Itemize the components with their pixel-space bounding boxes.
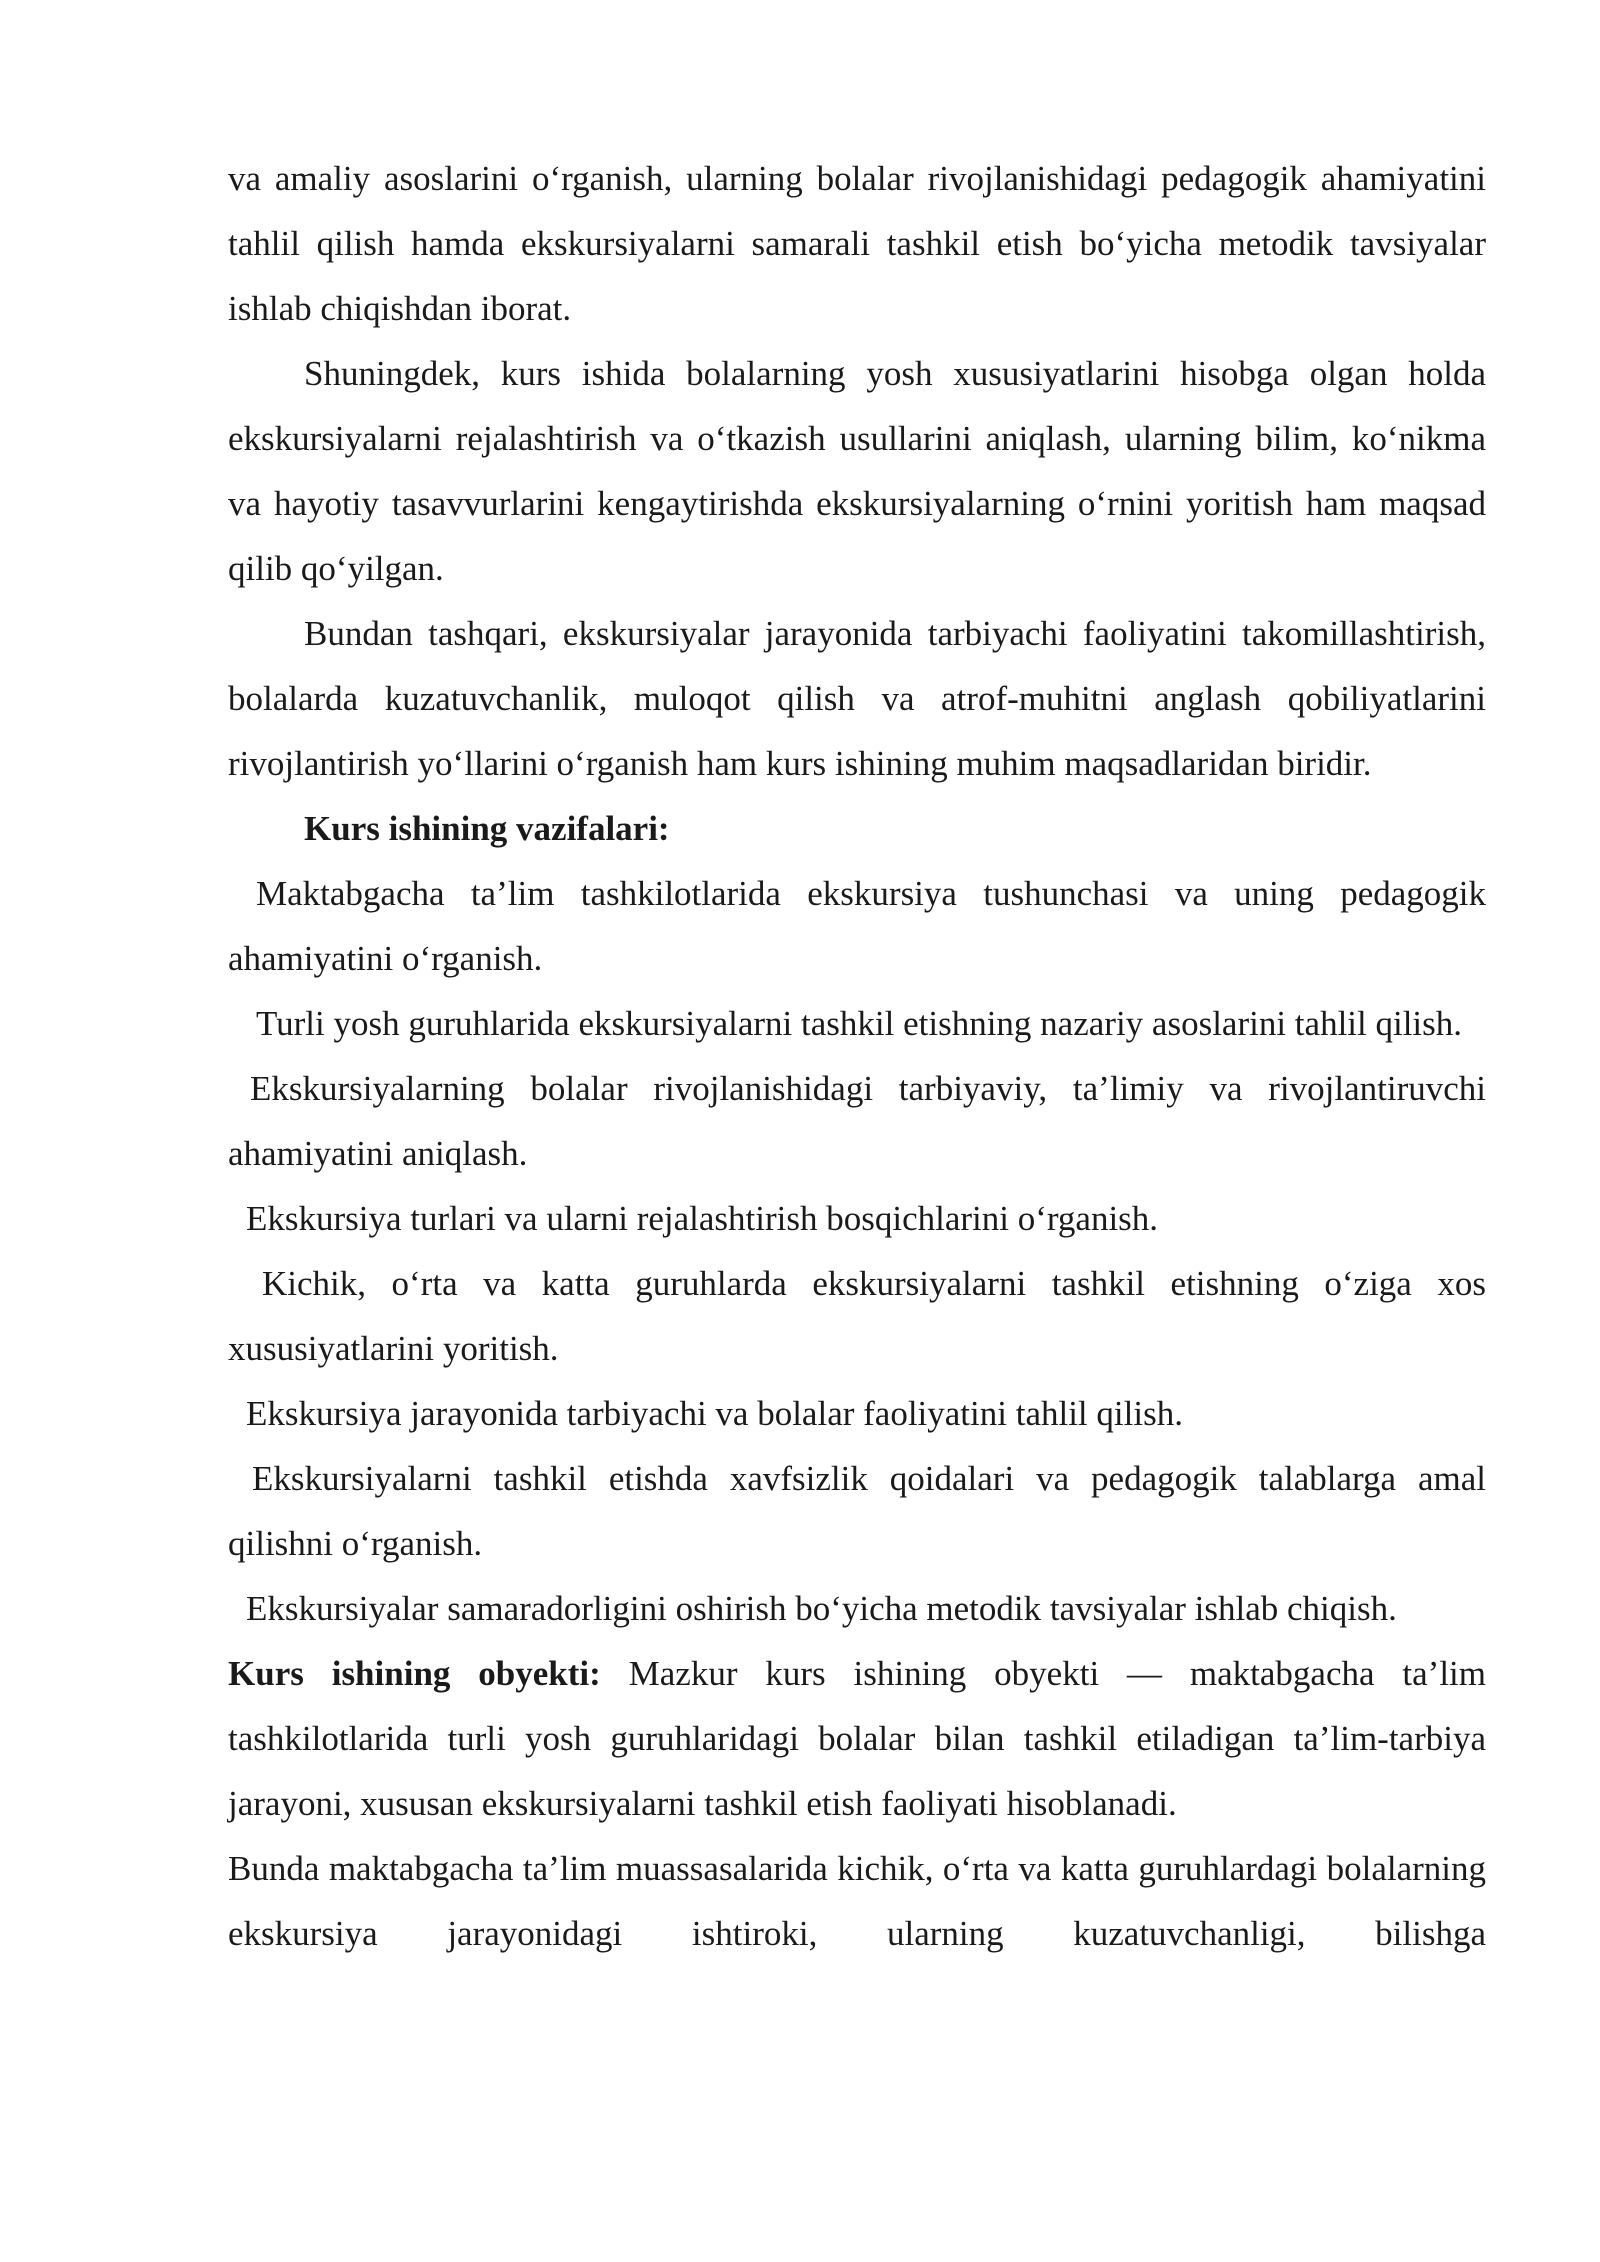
paragraph-also: Shuningdek, kurs ishida bolalarning yosh xususiyatlarini hisobga olgan holda ekskursiyalarni rejalashtirish va o‘tkazish usullarini aniqlash, ularning bilim, ko‘nikma va hayotiy tasavvurlarini kengaytirishda ekskursiyalarning o‘rnini yoritish ham maqsad qilib qo‘yilgan. (228, 354, 1486, 588)
closing-paragraph: Bunda maktabgacha ta’lim muassasalarida kichik, o‘rta va katta guruhlardagi bolalarning ekskursiya jarayonidagi ishtiroki, ularning kuzatuvchanligi, bilishga (228, 1849, 1486, 1953)
paragraph-besides: Bundan tashqari, ekskursiyalar jarayonida tarbiyachi faoliyatini takomillashtirish, bolalarda kuzatuvchanlik, muloqot qilish va atrof-muhitni anglash qobiliyatlarini rivojlantirish yo‘llarini o‘rganish ham kurs ishining muhim maqsadlaridan biridir. (228, 614, 1486, 783)
task-item: Ekskursiyalar samaradorligini oshirish bo‘yicha metodik tavsiyalar ishlab chiqish. (246, 1589, 1397, 1628)
task-item: Ekskursiya jarayonida tarbiyachi va bolalar faoliyatini tahlil qilish. (246, 1394, 1183, 1433)
tasks-heading: Kurs ishining vazifalari: (304, 809, 670, 848)
task-item: Ekskursiya turlari va ularni rejalashtirish bosqichlarini o‘rganish. (246, 1199, 1159, 1238)
object-paragraph (228, 1641, 1486, 1836)
task-item: Maktabgacha ta’lim tashkilotlarida ekskursiya tushunchasi va uning pedagogik ahamiyatini o‘rganish. (228, 874, 1486, 978)
paragraph-goals-continued: va amaliy asoslarini o‘rganish, ularning bolalar rivojlanishidagi pedagogik ahamiyatini tahlil qilish hamda ekskursiyalarni samarali tashkil etish bo‘yicha metodik tavsiyalar ishlab chiqishdan iborat. (228, 159, 1486, 328)
task-item: Ekskursiyalarning bolalar rivojlanishidagi tarbiyaviy, ta’limiy va rivojlantiruvchi ahamiyatini aniqlash. (228, 1069, 1486, 1173)
object-text: Mazkur kurs ishining obyekti — maktabgacha ta’lim tashkilotlarida turli yosh guruhlaridagi bolalar bilan tashkil etiladigan ta’lim-tarbiya jarayoni, xususan ekskursiyalarni tashkil etish faoliyati hisoblanadi. (228, 1654, 1486, 1823)
document-page (228, 146, 1486, 1966)
task-item: Kichik, o‘rta va katta guruhlarda ekskursiyalarni tashkil etishning o‘ziga xos xususiyatlarini yoritish. (228, 1264, 1486, 1368)
object-label: Kurs ishining obyekti: (228, 1654, 601, 1693)
task-item: Ekskursiyalarni tashkil etishda xavfsizlik qoidalari va pedagogik talablarga amal qilishni o‘rganish. (228, 1459, 1486, 1563)
task-item: Turli yosh guruhlarida ekskursiyalarni tashkil etishning nazariy asoslarini tahlil qilish. (256, 1004, 1463, 1043)
